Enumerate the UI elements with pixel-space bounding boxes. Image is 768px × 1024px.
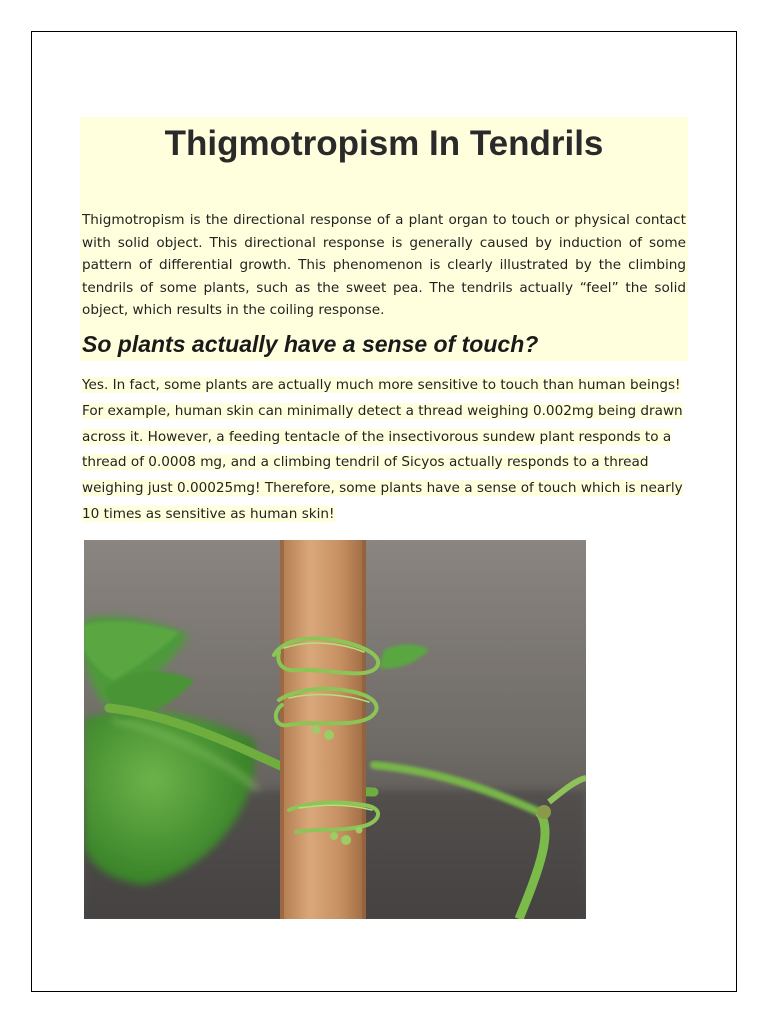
intro-paragraph: Thigmotropism is the directional response of a plant organ to touch or physical contact with solid object. This directional response is generally caused by induction of some pattern of differential growth. This phenomenon is clearly illustrated by the climbing tendrils of some plants, such as the sweet pea. The tendrils actually “feel” the solid object, which results in the coiling response. [82,212,686,318]
tendril-photo-illustration [84,540,586,919]
document-title: Thigmotropism In Tendrils [164,124,604,163]
section-subheading: So plants actually have a sense of touch? [82,331,539,357]
detail-paragraph-text: Yes. In fact, some plants are actually much more sensitive to touch than human beings! For example, human skin can minimally detect a thread weighing 0.002mg being drawn across it. However, a feeding tentacle of the insectivorous sundew plant responds to a thread of 0.0008 mg, and a climbing tendril of Sicyos actually responds to a thread weighing just 0.00025mg! Therefore, some plants have a sense of touch which is nearly 10 times as sensitive as human skin! [82,377,683,522]
tendril-photo [84,540,586,919]
detail-paragraph [82,373,688,528]
